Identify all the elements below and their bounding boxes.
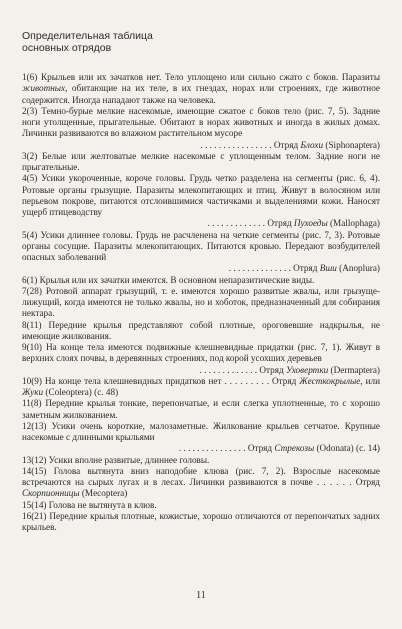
italic-text: Пухоеды	[293, 218, 328, 229]
entry-text: Передние крылья плотные, кожистые, хорошо отличаются от перепончатых задних крыльев.	[22, 510, 380, 532]
italic-text: Скорпионницы	[22, 488, 80, 499]
entry-number: 11(8)	[22, 398, 42, 409]
entry-text: Темно-бурые мелкие насекомые, имеющие сжатое с боков тело (рис. 7, 5). Задние ноги утолщенные, прыгательные. Обитают в норах животных и иногда в жилых домах. Личинки развиваются во влажном растительном мусоре	[22, 105, 380, 139]
entry-text: На конце тела клешневидных придатков нет . . . . . . . . . Отряд	[41, 375, 300, 386]
entry-text: На конце тела имеются подвижные клешневидные придатки (рис. 7, 1). Живут в верхних слоях почвы, в деревянных строениях, под корой усохших деревьев	[22, 342, 380, 364]
entry-number: 1(6)	[22, 72, 38, 82]
italic-text: Жесткокрылые	[299, 375, 361, 386]
key-entry	[22, 398, 380, 421]
heading-line-1: Определительная таблица	[22, 30, 153, 42]
italic-text: Вши	[319, 263, 337, 274]
italic-text: Блохи	[300, 139, 324, 150]
italic-text: Стрекозы	[274, 443, 315, 454]
key-entry	[22, 286, 380, 320]
italic-text: Уховертки	[285, 364, 329, 375]
entry-text: Усики очень короткие, малозаметные. Жилкование крыльев сетчатое. Крупные насекомые с длинными крыльями	[22, 420, 380, 442]
entry-text: . . . . . . . . . . . . . . . Отряд	[178, 443, 275, 454]
key-entries	[22, 72, 380, 533]
key-entry	[22, 455, 380, 466]
entry-text: (Odonata) (с. 14)	[314, 443, 380, 454]
key-entry	[22, 421, 380, 455]
key-entry	[22, 466, 380, 500]
italic-text: животных	[22, 83, 66, 94]
key-entry	[22, 376, 380, 399]
entry-number: 9(10)	[22, 342, 42, 352]
entry-number: 8(11)	[22, 319, 42, 330]
entry-text: Белые или желтоватые мелкие насекомые с уплощенным телом. Задние ноги не прыгательные.	[22, 150, 380, 172]
entry-text: (Mecoptera)	[79, 488, 128, 499]
entry-number: 15(14)	[22, 499, 47, 510]
order-line	[22, 365, 380, 376]
section-heading	[22, 30, 380, 54]
key-entry	[22, 106, 380, 151]
entry-number: 10(9)	[22, 375, 42, 386]
entry-text: (Coleoptera) (с. 48)	[43, 387, 119, 397]
entry-number: 6(1)	[22, 274, 38, 285]
entry-text: . . . . . . . . . . . . . Отряд	[199, 364, 286, 375]
key-entry	[22, 320, 380, 343]
entry-text: . . . . . . . . . . . . . . . . Отряд	[200, 139, 301, 150]
entry-text: , или	[360, 375, 380, 386]
entry-text: Крыльев или их зачатков нет. Тело уплощено или сильно сжато с боков. Паразиты	[37, 72, 380, 82]
italic-text: Жуки	[22, 387, 44, 397]
entry-text: Ротовой аппарат грызущий, т. е. имеются хорошо развитые жвалы, или грызуще-лижущий, когда имеются не только жвалы, но и хоботок, предназначенный для собирания нектара.	[22, 285, 380, 319]
entry-text: Усики вполне развитые, длиннее головы.	[46, 454, 210, 465]
entry-text: (Siphonaptera)	[323, 139, 380, 150]
key-entry	[22, 342, 380, 376]
entry-number: 13(12)	[22, 454, 47, 465]
entry-text: Передние крылья тонкие, перепончатые, и если слегка уплотненные, то с хорошо заметным жилкованием.	[22, 398, 380, 420]
entry-text: Крылья или их зачатки имеются. В основном непаразитические виды.	[37, 274, 315, 285]
entry-text: (Anoplura)	[336, 263, 380, 274]
entry-text: . . . . . . . . . . . . . . Отряд	[228, 263, 320, 274]
key-entry	[22, 275, 380, 286]
entry-text: (Mallophaga)	[327, 218, 380, 229]
page-number: 11	[196, 590, 206, 601]
entry-text: Передние крылья представляют собой плотные, ороговевшие надкрылья, не имеющие жилкования.	[22, 319, 380, 341]
entry-number: 12(13)	[22, 420, 47, 431]
entry-text: . . . . . . . . . . . . . Отряд	[207, 218, 294, 229]
key-entry	[22, 151, 380, 174]
entry-number: 2(3)	[22, 105, 38, 116]
entry-number: 7(28)	[22, 285, 42, 296]
order-line	[22, 443, 380, 454]
order-line	[22, 218, 380, 229]
entry-text: , обитающие на их теле, в их гнездах, норах или строениях, где животное содержится. Иногда нападают также на человека.	[22, 83, 380, 105]
entry-text: Голова не вытянута в клюв.	[46, 499, 157, 510]
order-line	[22, 140, 380, 151]
key-entry	[22, 72, 380, 106]
entry-number: 5(4)	[22, 229, 38, 240]
entry-number: 14(15)	[22, 465, 47, 476]
heading-line-2: основных отрядов	[22, 42, 112, 54]
entry-number: 4(5)	[22, 173, 38, 184]
entry-text: Усики длиннее головы. Грудь не расчленена на четкие сегменты (рис. 7, 3). Ротовые органы сосущие. Паразиты млекопитающих. Питаются кровью. Передают возбудителей опасных заболеваний	[22, 229, 380, 262]
order-line	[22, 263, 380, 274]
entry-text: Голова вытянута вниз наподобие клюва (рис. 7, 2). Взрослые насекомые встречаются на сырых лугах и в лесах. Личинки развиваются в почве . . . . . . Отряд	[22, 465, 380, 487]
key-entry	[22, 230, 380, 275]
key-entry	[22, 511, 380, 534]
entry-number: 16(21)	[22, 510, 47, 521]
key-entry	[22, 500, 380, 511]
key-entry	[22, 173, 380, 229]
entry-text: (Dermaptera)	[328, 364, 380, 375]
entry-number: 3(2)	[22, 150, 38, 161]
entry-text: Усики укороченные, короче головы. Грудь четко разделена на сегменты (рис. 6, 4). Ротовые органы грызущие. Паразиты млекопитающих и птиц. Живут в волосяном или перьевом покрове, питаются отслоившимися частичками и выделениями кожи. Наносят ущерб птицеводству	[22, 173, 380, 217]
